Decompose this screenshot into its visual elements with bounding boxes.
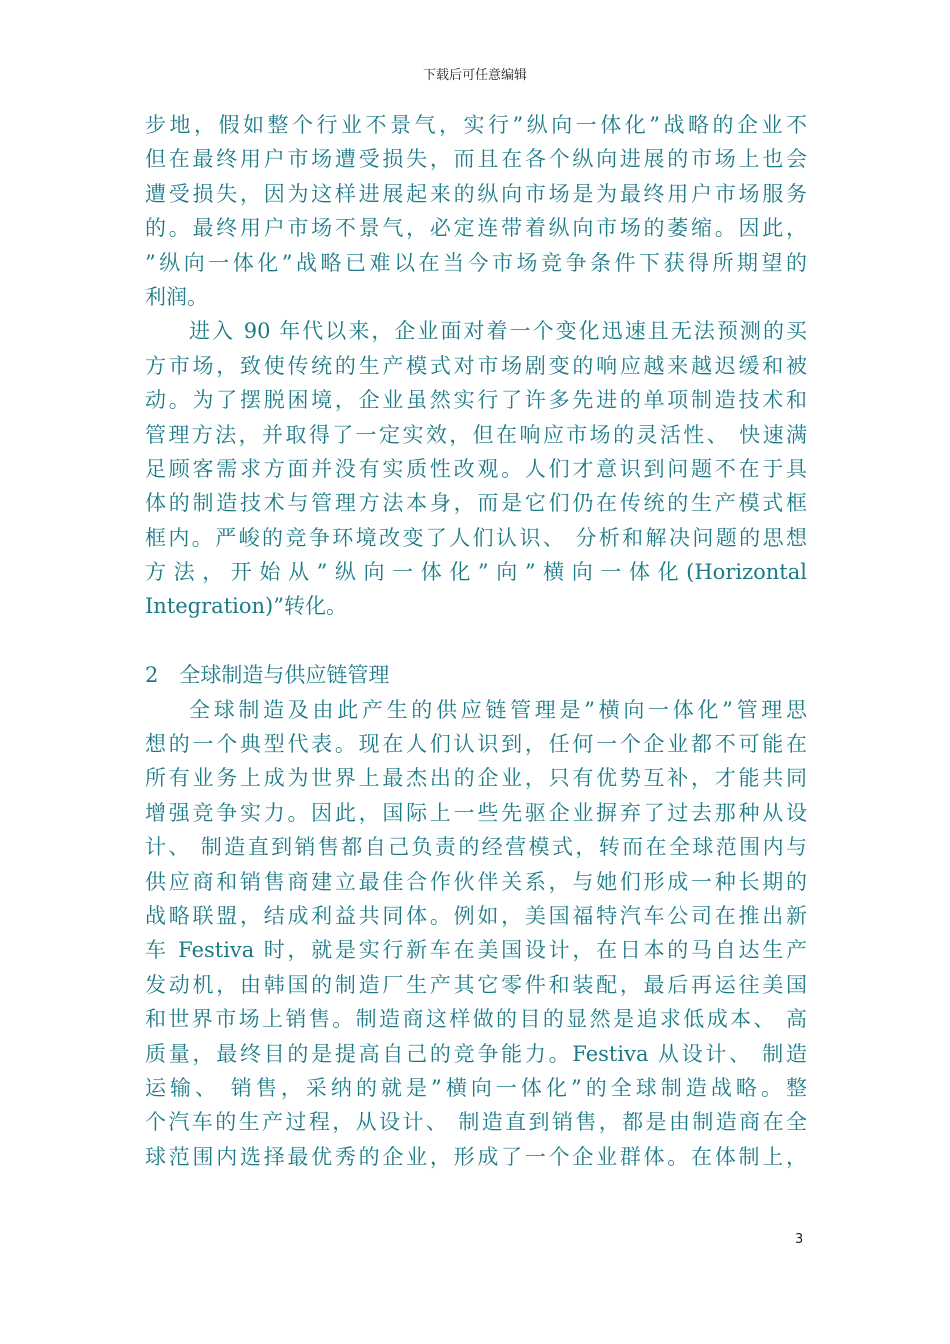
paragraph-line: 增强竞争实力。因此，国际上一些先驱企业摒弃了过去那种从设 bbox=[145, 800, 807, 825]
paragraph-line: 动。为了摆脱困境，企业虽然实行了许多先进的单项制造技术和 bbox=[145, 388, 807, 413]
document-body bbox=[145, 108, 807, 1174]
page-header: 下载后可任意编辑 bbox=[422, 68, 527, 83]
paragraph-line: 进入 90 年代以来，企业面对着一个变化迅速且无法预测的买 bbox=[189, 319, 807, 344]
paragraph-line: 足顾客需求方面并没有实质性改观。人们才意识到问题不在于具 bbox=[145, 456, 807, 481]
paragraph-line: 供应商和销售商建立最佳合作伙伴关系，与她们形成一种长期的 bbox=[145, 869, 807, 894]
paragraph-line: 想的一个典型代表。现在人们认识到，任何一个企业都不可能在 bbox=[145, 732, 807, 757]
paragraph-2 bbox=[145, 314, 807, 624]
paragraph-line: 运输、 销售，采纳的就是”横向一体化”的全球制造战略。整 bbox=[145, 1075, 807, 1100]
paragraph-line: 体的制造技术与管理方法本身，而是它们仍在传统的生产模式框 bbox=[145, 491, 807, 516]
paragraph-line: 全球制造及由此产生的供应链管理是”横向一体化”管理思 bbox=[189, 697, 807, 722]
paragraph-line: 但在最终用户市场遭受损失，而且在各个纵向进展的市场上也会 bbox=[145, 147, 807, 172]
paragraph-line: 遭受损失，因为这样进展起来的纵向市场是为最终用户市场服务 bbox=[145, 181, 807, 206]
paragraph-line: 所有业务上成为世界上最杰出的企业，只有优势互补，才能共同 bbox=[145, 766, 807, 791]
paragraph-line: 管理方法，并取得了一定实效，但在响应市场的灵活性、 快速满 bbox=[145, 422, 807, 447]
paragraph-line: 个汽车的生产过程，从设计、 制造直到销售，都是由制造商在全 bbox=[145, 1110, 807, 1135]
paragraph-line: 步地，假如整个行业不景气，实行”纵向一体化”战略的企业不 bbox=[145, 113, 807, 137]
paragraph-line: ”纵向一体化”战略已难以在当今市场竞争条件下获得所期望的 bbox=[145, 250, 807, 275]
paragraph-line: 质量，最终目的是提高自己的竞争能力。Festiva 从设计、 制造 bbox=[145, 1041, 807, 1066]
paragraph-3 bbox=[145, 693, 807, 1174]
section-heading: 2 全球制造与供应链管理 bbox=[145, 663, 390, 688]
paragraph-line: 和世界市场上销售。制造商这样做的目的显然是追求低成本、 高 bbox=[145, 1007, 807, 1032]
section-spacer bbox=[145, 624, 807, 658]
paragraph-line: 框内。严峻的竞争环境改变了人们认识、 分析和解决问题的思想 bbox=[145, 525, 807, 550]
paragraph-line: 利润。 bbox=[145, 284, 208, 309]
paragraph-line: 发动机，由韩国的制造厂生产其它零件和装配，最后再运往美国 bbox=[145, 972, 807, 997]
paragraph-line: 车 Festiva 时，就是实行新车在美国设计，在日本的马自达生产 bbox=[145, 938, 807, 963]
paragraph-line: 计、 制造直到销售都自己负责的经营模式，转而在全球范围内与 bbox=[145, 835, 807, 860]
paragraph-line: 方市场，致使传统的生产模式对市场剧变的响应越来越迟缓和被 bbox=[145, 353, 807, 378]
paragraph-line: 的。最终用户市场不景气，必定连带着纵向市场的萎缩。因此， bbox=[145, 216, 807, 241]
paragraph-line: 球范围内选择最优秀的企业，形成了一个企业群体。在体制上， bbox=[145, 1144, 807, 1169]
paragraph-line: Integration)”转化。 bbox=[145, 594, 347, 619]
paragraph-line: 方法，开始从”纵向一体化”向”横向一体化(Horizontal bbox=[145, 560, 807, 585]
paragraph-line: 战略联盟，结成利益共同体。例如，美国福特汽车公司在推出新 bbox=[145, 903, 807, 928]
paragraph-1 bbox=[145, 108, 807, 314]
page-number: 3 bbox=[795, 1232, 804, 1247]
